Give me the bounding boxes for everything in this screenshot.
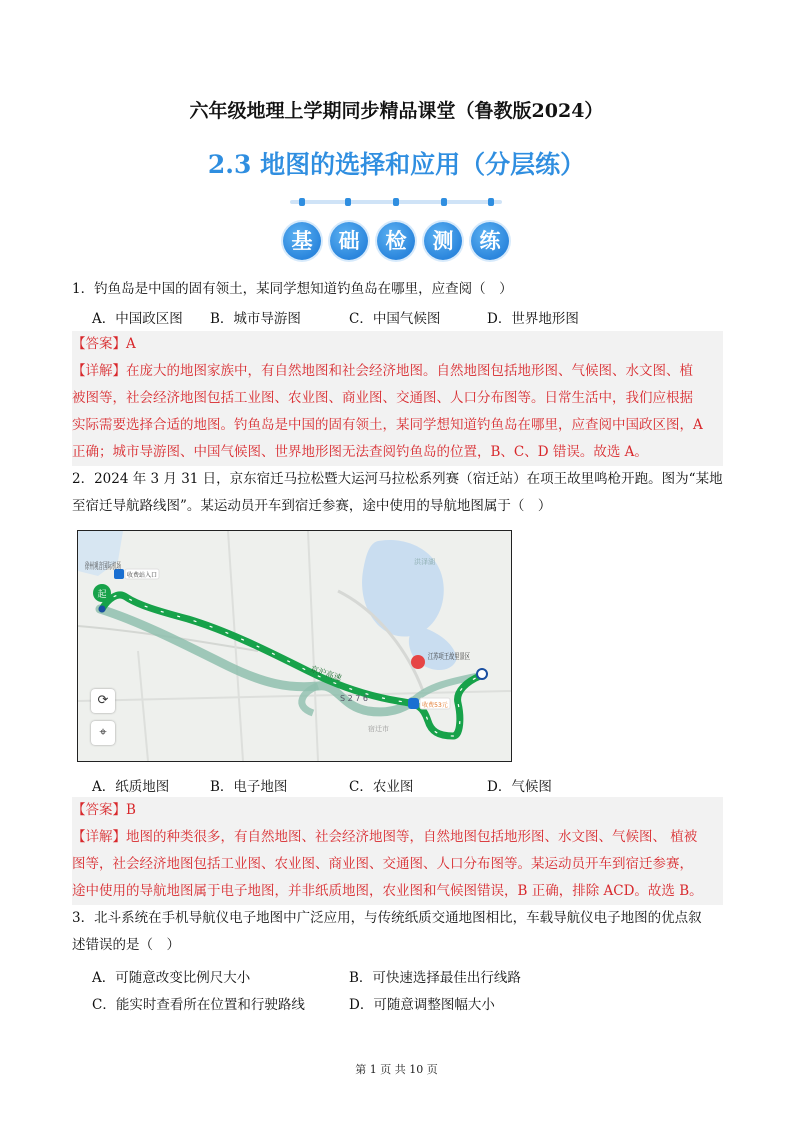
question-2-stem: 2．2024 年 3 月 31 日，京东宿迁马拉松暨大运河马拉松系列赛（宿迁站）在项王故里鸣枪开跑。图为“某地 xyxy=(72,471,723,487)
section-badge: 础 xyxy=(330,222,368,260)
question-3-option-a: A．可随意改变比例尺大小 xyxy=(92,970,251,986)
question-2-option-c: C．农业图 xyxy=(349,779,414,795)
lesson-title: 2.3 地图的选择和应用（分层练） xyxy=(207,150,586,179)
end-marker xyxy=(477,669,487,679)
question-2-option-b: B．电子地图 xyxy=(210,779,288,795)
section-badge: 基 xyxy=(283,222,321,260)
detail-line: 被图等，社会经济地图包括工业图、农业图、商业图、交通图、人口分布图等。日常生活中，我们应根据 xyxy=(72,390,693,406)
question-1-option-a: A．中国政区图 xyxy=(92,311,183,327)
decor-dot xyxy=(345,198,351,206)
map-svg xyxy=(78,531,511,761)
section-badge: 测 xyxy=(424,222,462,260)
question-1-stem: 1．钓鱼岛是中国的固有领土，某同学想知道钓鱼岛在哪里，应查阅（ ） xyxy=(72,281,513,297)
decor-dot xyxy=(488,198,494,206)
question-2-option-a: A．纸质地图 xyxy=(92,779,170,795)
question-1-option-d: D．世界地形图 xyxy=(487,311,579,327)
detail-line: 正确；城市导游图、中国气候图、世界地形图无法查阅钓鱼岛的位置，B、C、D 错误。故选 A。 xyxy=(72,444,648,460)
answer-label: 【答案】A xyxy=(72,336,136,352)
detail-line: 图等，社会经济地图包括工业图、农业图、商业图、交通图、人口分布图等。某运动员开车到宿迁参赛， xyxy=(72,856,693,872)
destination-pin xyxy=(411,655,425,669)
detail-line: 【详解】在庞大的地图家族中，有自然地图和社会经济地图。自然地图包括地形图、气候图、水文图、植 xyxy=(72,363,693,379)
toll-label: 收费53元 xyxy=(422,702,448,709)
decor-dot xyxy=(441,198,447,206)
destination-label: 江苏项王故里景区 xyxy=(428,652,492,661)
locate-icon[interactable]: ⌖ xyxy=(91,721,115,745)
answer-block-2 xyxy=(72,797,723,905)
question-3-option-b: B．可快速选择最佳出行线路 xyxy=(349,970,521,986)
start-label: 起 xyxy=(97,590,107,600)
question-2-stem: 至宿迁导航路线图”。某运动员开车到宿迁参赛，途中使用的导航地图属于（ ） xyxy=(72,498,552,514)
entrance-label: 收费站入口 xyxy=(126,572,158,579)
question-2-option-d: D．气候图 xyxy=(487,779,552,795)
detail-line: 【详解】地图的种类很多，有自然地图、社会经济地图等，自然地图包括地形图、水文图、气候图、 植被 xyxy=(72,829,698,845)
refresh-icon[interactable]: ⟳ xyxy=(91,689,115,713)
answer-label: 【答案】B xyxy=(72,802,136,818)
question-3-option-c: C．能实时查看所在位置和行驶路线 xyxy=(92,997,305,1013)
question-3-option-d: D．可随意调整图幅大小 xyxy=(349,997,495,1013)
city-label: 宿迁市 xyxy=(368,725,389,733)
detail-line: 途中使用的导航地图属于电子地图，并非纸质地图，农业图和气候图错误，B 正确，排除 ACD。故选 B。 xyxy=(72,883,703,899)
question-3-stem: 3．北斗系统在手机导航仪电子地图中广泛应用，与传统纸质交通地图相比，车载导航仪电子地图的优点叙 xyxy=(72,910,702,926)
section-badge: 检 xyxy=(377,222,415,260)
toll-icon xyxy=(408,698,419,709)
expressway-label: 京沪高速 xyxy=(309,664,343,683)
document-header: 六年级地理上学期同步精品课堂（鲁教版2024） xyxy=(189,100,604,122)
airport-label xyxy=(85,560,121,572)
answer-block-1 xyxy=(72,331,723,466)
lake-label: 洪泽湖 xyxy=(414,558,435,566)
detail-line: 实际需要选择合适的地图。钓鱼岛是中国的固有领土，某同学想知道钓鱼岛在哪里，应查阅中国政区图，A xyxy=(72,417,703,433)
decor-dot xyxy=(299,198,305,206)
navigation-map xyxy=(77,530,512,762)
question-3-stem: 述错误的是（ ） xyxy=(72,937,180,953)
question-1-option-b: B．城市导游图 xyxy=(210,311,301,327)
decor-dot xyxy=(393,198,399,206)
section-badge: 练 xyxy=(471,222,509,260)
highway-label: S 2 7 6 xyxy=(340,694,368,703)
question-1-option-c: C．中国气候图 xyxy=(349,311,441,327)
page-footer: 第 1 页 共 10 页 xyxy=(355,1063,438,1076)
